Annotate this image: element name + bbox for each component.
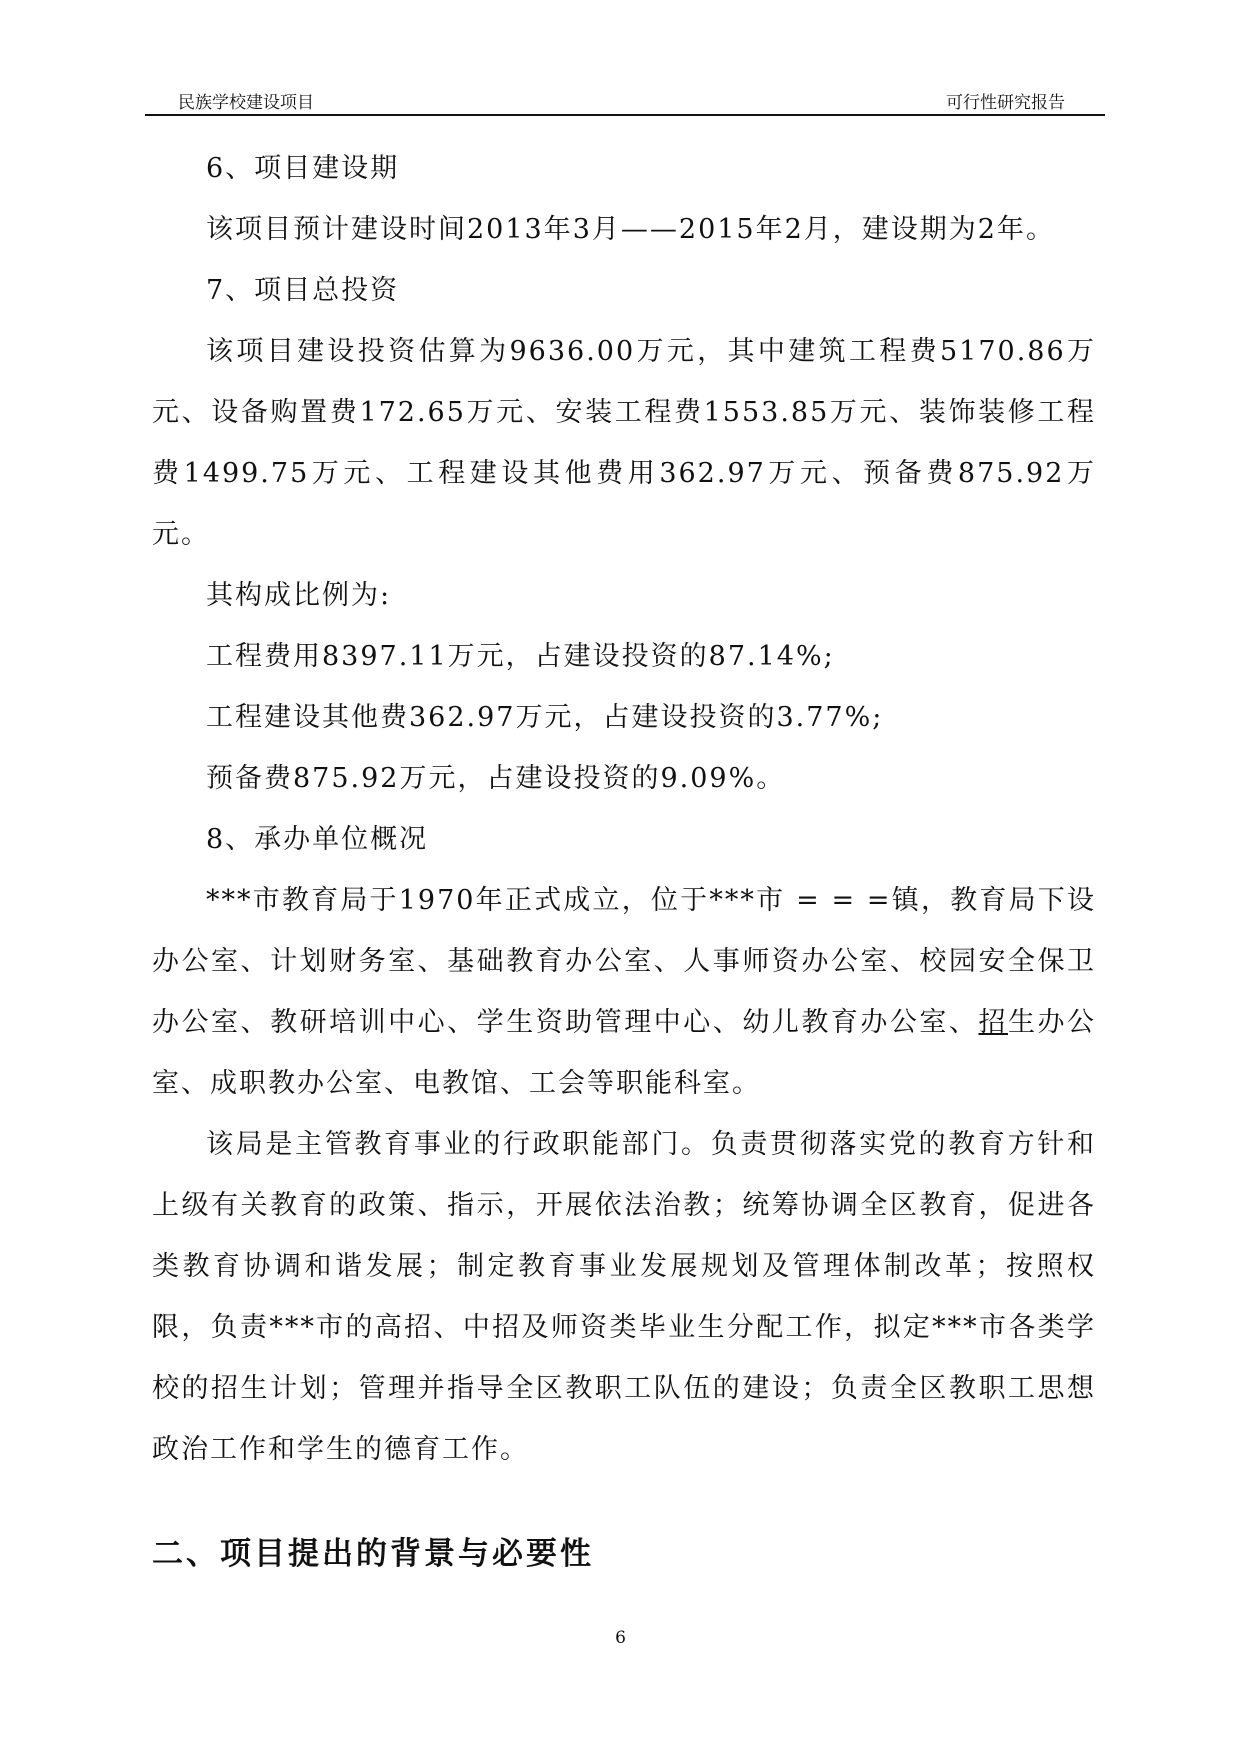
page-header bbox=[145, 86, 1105, 116]
heading-organizer-overview: 8、承办单位概况 bbox=[206, 824, 429, 855]
header-report-title: 可行性研究报告 bbox=[946, 93, 1065, 113]
heading-total-investment: 7、项目总投资 bbox=[206, 275, 400, 306]
bureau-structure-text-a: ***市教育局于1970年正式成立，位于***市 = = =镇，教育局下设办公室、计划财务室、基础教育办公室、人事师资办公室、校园安全保卫办公室、教研培训中心、学生资助管理中心、幼儿教育办公室、 bbox=[152, 885, 1096, 1038]
paragraph-bureau-structure bbox=[152, 870, 1096, 1114]
underlined-char: 招 bbox=[978, 1007, 1008, 1038]
paragraph-bureau-duties: 该局是主管教育事业的行政职能部门。负责贯彻落实党的教育方针和上级有关教育的政策、指示，开展依法治教；统筹协调全区教育，促进各类教育协调和谐发展；制定教育事业发展规划及管理体制改革；按照权限，负责***市的高招、中招及师资类毕业生分配工作，拟定***市各类学校的招生计划；管理并指导全区教职工队伍的建设；负责全区教职工思想政治工作和学生的德育工作。 bbox=[152, 1129, 1096, 1465]
page-number: 6 bbox=[615, 1628, 626, 1648]
bureau-structure-text-b: 生办公室、成职教办公室、电教馆、工会等职能科室。 bbox=[152, 1007, 1097, 1099]
header-project-name: 民族学校建设项目 bbox=[178, 93, 314, 113]
paragraph-construction-period: 该项目预计建设时间2013年3月——2015年2月，建设期为2年。 bbox=[206, 214, 1055, 245]
document-body bbox=[152, 138, 1096, 1480]
heading-construction-period: 6、项目建设期 bbox=[206, 153, 400, 184]
paragraph-engineering-cost: 工程费用8397.11万元，占建设投资的87.14%; bbox=[206, 641, 835, 672]
paragraph-other-cost: 工程建设其他费362.97万元，占建设投资的3.77%; bbox=[206, 702, 884, 733]
paragraph-reserve-cost: 预备费875.92万元，占建设投资的9.09%。 bbox=[206, 763, 786, 794]
paragraph-investment-estimate: 该项目建设投资估算为9636.00万元，其中建筑工程费5170.86万元、设备购置费172.65万元、安装工程费1553.85万元、装饰装修工程费1499.75万元、工程建设其他费用362.97万元、预备费875.92万元。 bbox=[152, 336, 1096, 550]
section-heading-background: 二、项目提出的背景与必要性 bbox=[152, 1536, 594, 1572]
paragraph-composition-intro: 其构成比例为: bbox=[206, 580, 392, 611]
